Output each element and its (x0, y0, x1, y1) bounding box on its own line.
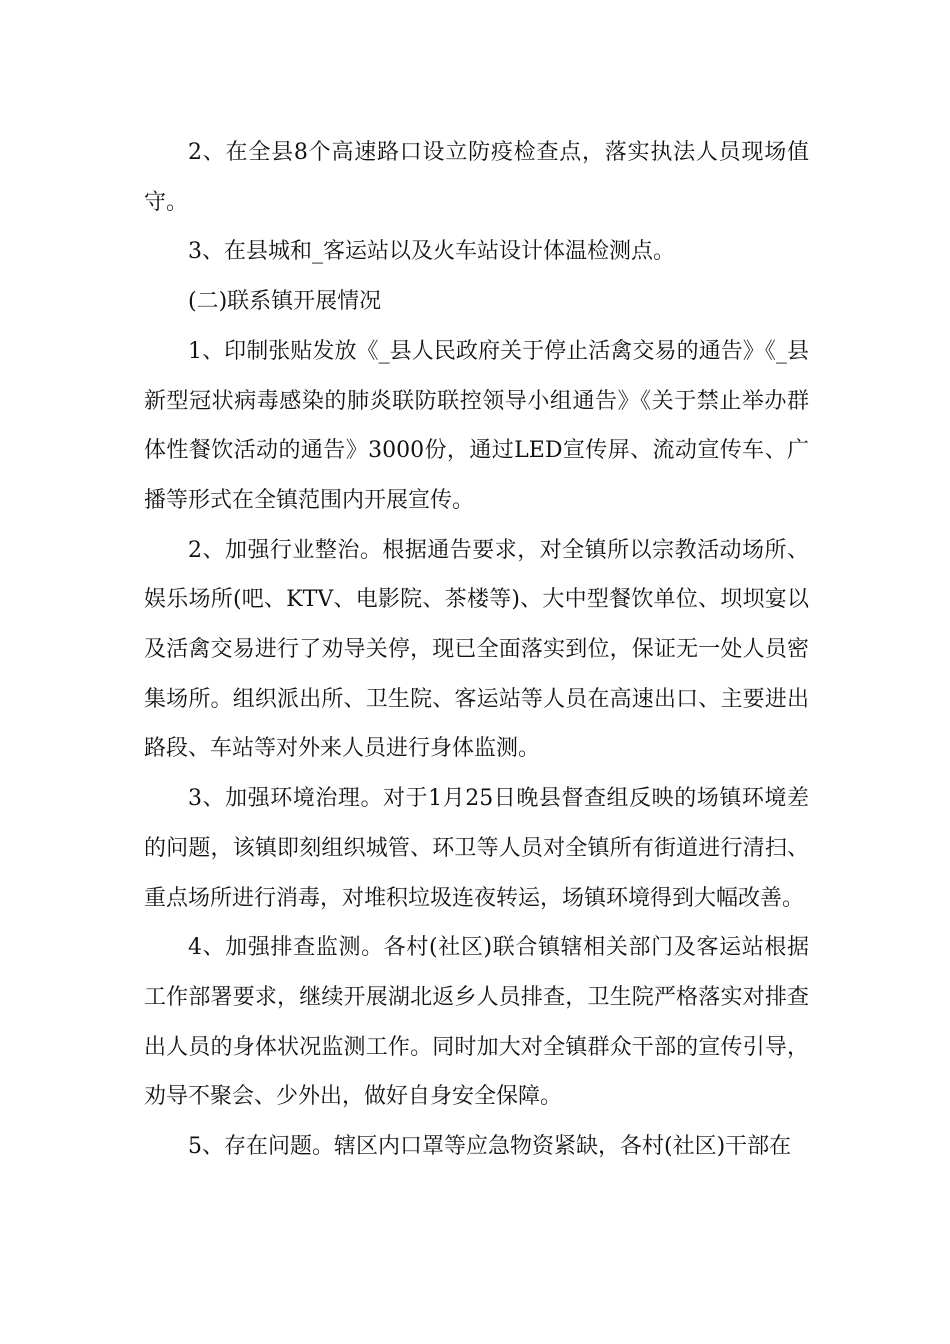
paragraph-industry-rectification: 2、加强行业整治。根据通告要求，对全镇所以宗教活动场所、娱乐场所(吧、KTV、电影院、茶楼等)、大中型餐饮单位、坝坝宴以及活禽交易进行了劝导关停，现已全面落实到位，保证无一处人员密集场所。组织派出所、卫生院、客运站等人员在高速出口、主要进出路段、车站等对外来人员进行身体监测。 (144, 537, 809, 762)
paragraph-publicity: 1、印制张贴发放《_县人民政府关于停止活禽交易的通告》《_县新型冠状病毒感染的肺炎联防联控领导小组通告》《关于禁止举办群体性餐饮活动的通告》3000份，通过LED宣传屏、流动宣传车、广播等形式在全镇范围内开展宣传。 (144, 338, 809, 513)
paragraph-temperature-points: 3、在县城和_客运站以及火车站设计体温检测点。 (188, 239, 675, 265)
paragraph-screening: 4、加强排查监测。各村(社区)联合镇辖相关部门及客运站根据工作部署要求，继续开展湖北返乡人员排查，卫生院严格落实对排查出人员的身体状况监测工作。同时加大对全镇群众干部的宣传引导，劝导不聚会、少外出，做好自身安全保障。 (144, 935, 809, 1110)
paragraph-checkpoints: 2、在全县8个高速路口设立防疫检查点，落实执法人员现场值守。 (144, 140, 809, 215)
section-heading: (二)联系镇开展情况 (188, 289, 382, 315)
paragraph-environment: 3、加强环境治理。对于1月25日晚县督查组反映的场镇环境差的问题，该镇即刻组织城管、环卫等人员对全镇所有街道进行清扫、重点场所进行消毒，对堆积垃圾连夜转运，场镇环境得到大幅改善。 (144, 786, 809, 911)
paragraph-problems: 5、存在问题。辖区内口罩等应急物资紧缺，各村(社区)干部在 (188, 1134, 792, 1160)
document-body (144, 128, 809, 1172)
